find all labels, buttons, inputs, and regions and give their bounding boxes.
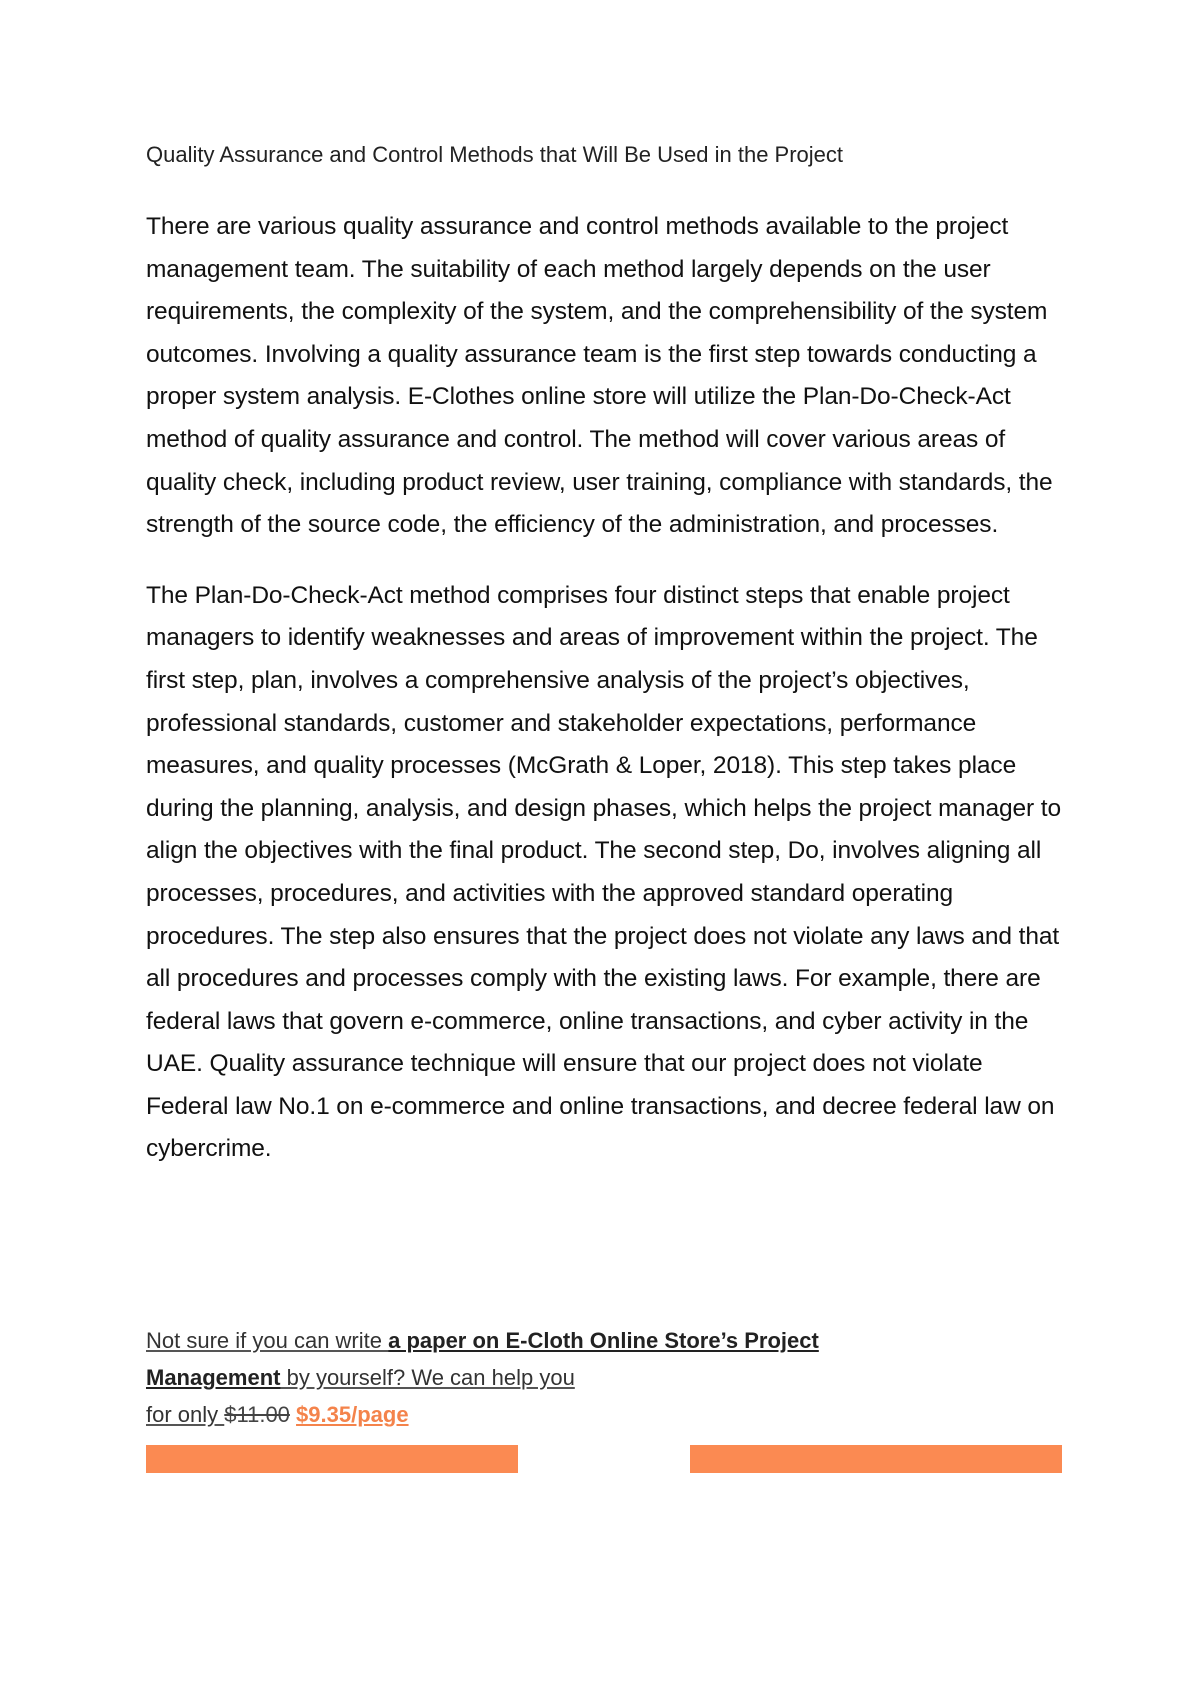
document-page [146, 140, 1066, 1199]
paper-topic-link[interactable]: a paper on E-Cloth Online Store’s Project Management [146, 1328, 819, 1390]
promo-block [146, 1322, 906, 1433]
promo-middle-link[interactable]: by yourself? We can help you [280, 1365, 575, 1390]
new-price-link[interactable]: $9.35/page [296, 1402, 409, 1427]
section-heading: Quality Assurance and Control Methods that Will Be Used in the Project [146, 142, 844, 167]
paragraph-text: The Plan-Do-Check-Act method comprises four distinct steps that enable project managers to identify weaknesses and areas of improvement within the project. The first step, plan, involves a comprehensive analysis of the project’s objectives, professional standards, customer and stakeholder expectations, performance measures, and quality processes (McGrath & Loper, 2018). This step takes place during the planning, analysis, and design phases, which helps the project manager to align the objectives with the final product. The second step, Do, involves aligning all processes, procedures, and activities with the approved standard operating procedures. The step also ensures that the project does not violate any laws and that all procedures and processes comply with the existing laws. For example, there are federal laws that govern e-commerce, online transactions, and cyber activity in the UAE. Quality assurance technique will ensure that our project does not violate Federal law No.1 on e-commerce and online transactions, and decree federal law on cybercrime. [146, 581, 1062, 1163]
cta-bar-right[interactable] [690, 1445, 1062, 1473]
cta-bar-gap[interactable] [518, 1445, 690, 1473]
cta-bar [146, 1445, 1062, 1473]
price-prefix-link[interactable]: for only [146, 1402, 225, 1427]
cta-bar-left[interactable] [146, 1445, 518, 1473]
old-price[interactable]: $11.00 [224, 1402, 290, 1427]
paragraph-text: There are various quality assurance and control methods available to the project management team. The suitability of each method largely depends on the user requirements, the complexity of the system, and the comprehensibility of the system outcomes. Involving a quality assurance team is the first step towards conducting a proper system analysis. E-Clothes online store will utilize the Plan-Do-Check-Act method of quality assurance and control. The method will cover various areas of quality check, including product review, user training, compliance with standards, the strength of the source code, the efficiency of the administration, and processes. [146, 213, 1053, 539]
body-paragraph-1 [146, 206, 1066, 547]
body-paragraph-2 [146, 575, 1066, 1171]
promo-prefix-link[interactable]: Not sure if you can write [146, 1328, 389, 1353]
